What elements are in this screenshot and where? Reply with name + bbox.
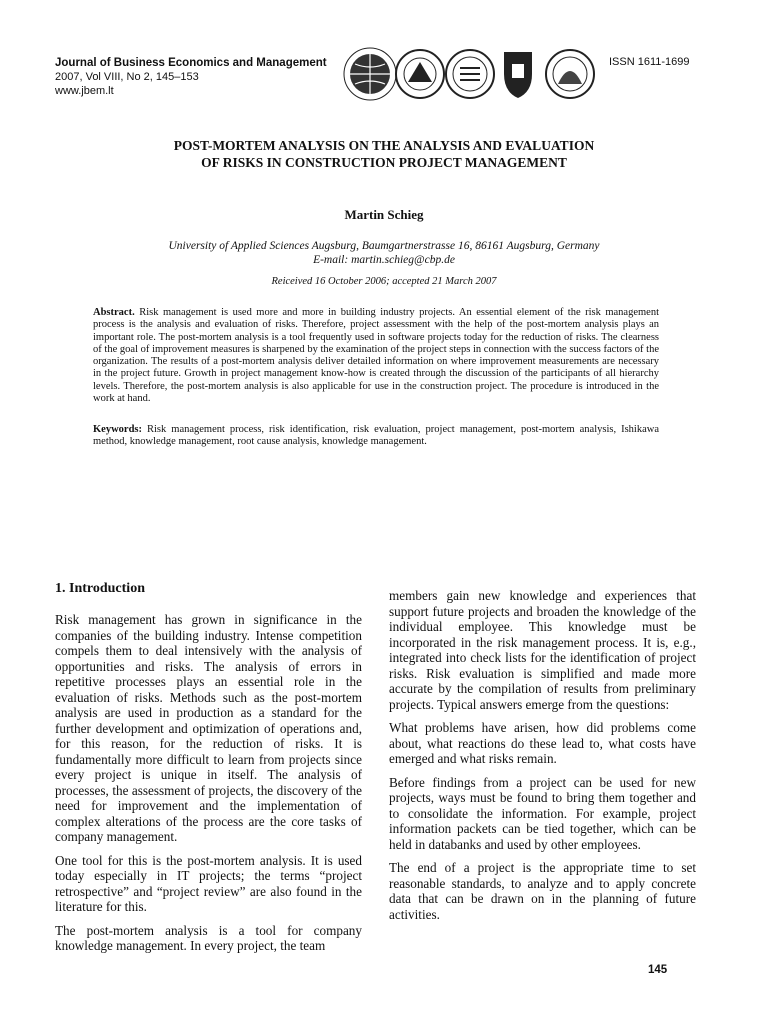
abstract-text: Risk management is used more and more in building industry projects. An essential element of the risk management process is the analysis and evaluation of risks. Therefore, project assessment with the help of the post-mortem analysis plays an important role. The post-mortem analysis is a tool frequently used in software projects today for the reduction of risks. The clearness of the goal of improvement measures is sharpened by the examination of the project steps in connection with the success factors of the organization. The results of a post-mortem analysis deliver detailed information on where improvement measurements are necessary in the project future. Growth in project management know-how is created through the discussion of the participants of all hierarchy levels. Therefore, the post-mortem analysis is also applicable for use in the construction project. The procedure is introduced in the work at hand. [93, 307, 659, 405]
right-column [389, 588, 696, 930]
journal-header [55, 56, 327, 98]
seal-logo-1-icon [396, 50, 444, 98]
page-number: 145 [648, 964, 668, 976]
abstract-label: Abstract. [93, 307, 135, 318]
abstract [93, 307, 659, 405]
paragraph: members gain new knowledge and experiences that support future projects and broaden the knowledge of the individual employee. This knowledge must be incorporated in the risk management process. It is, e.g., integrated into check lists for the identification of project risks. Risk evaluation is simplified and made more accurate by the compilation of results from preliminary projects. Typical answers emerge from the questions: [389, 588, 696, 712]
paragraph: Before findings from a project can be used for new projects, ways must be found to bring them together and to consolidate the information. For example, project information packets can be tied together, which can be held in databanks and used by other employees. [389, 774, 696, 852]
globe-logo-icon [344, 48, 396, 100]
shield-logo-icon [504, 52, 532, 98]
author-email[interactable]: E-mail: martin.schieg@cbp.de [313, 254, 455, 266]
title-line-2: OF RISKS IN CONSTRUCTION PROJECT MANAGEMENT [201, 155, 567, 170]
paragraph: The end of a project is the appropriate time to set reasonable standards, to analyze and to apply concrete data that can be drawn on in the planning of future activities. [389, 860, 696, 922]
journal-website[interactable]: www.jbem.lt [55, 85, 114, 97]
keywords-label: Keywords: [93, 424, 142, 435]
paragraph: The post-mortem analysis is a tool for company knowledge management. In every project, the team [55, 922, 362, 953]
left-column [55, 612, 362, 962]
paragraph: What problems have arisen, how did problems come about, what reactions do these lead to, what costs have emerged and what risks remain. [389, 720, 696, 766]
volume-info: 2007, Vol VIII, No 2, 145–153 [55, 71, 199, 83]
author-name: Martin Schieg [344, 207, 424, 222]
section-heading: 1. Introduction [55, 581, 145, 596]
paragraph: One tool for this is the post-mortem analysis. It is used today especially in IT projects; the terms “project retrospective” and “project review” are also found in the literature for this. [55, 852, 362, 914]
article-title [0, 137, 768, 171]
keywords [93, 424, 659, 449]
paragraph: Risk management has grown in significance in the companies of the building industry. Intense competition compels them to deal intensively with the analysis of opportunities and risks. The analysis of errors in repetitive processes plays an essential role in the evaluation of risks. Methods such as the post-mortem analysis are used in production as a standard for the further development and optimization of operations and, for this reason, for the reduction of risks. It is fundamentally more difficult to learn from projects since every project is unique in itself. The analysis of processes, the assessment of projects, the discovery of the need for improvement and the implementation of complex alterations of the process are the core tasks of company management. [55, 612, 362, 844]
university-logos [336, 44, 604, 104]
seal-logo-3-icon [546, 50, 594, 98]
keywords-text: Risk management process, risk identification, risk evaluation, project management, post-mortem analysis, Ishikawa method, knowledge management, root cause analysis, knowledge management. [93, 424, 660, 448]
journal-name: Journal of Business Economics and Management [55, 57, 327, 69]
affiliation-address: University of Applied Sciences Augsburg, Baumgartnerstrasse 16, 86161 Augsburg, Germany [168, 240, 600, 252]
title-line-1: POST-MORTEM ANALYSIS ON THE ANALYSIS AND EVALUATION [173, 138, 595, 153]
affiliation [0, 239, 768, 267]
seal-logo-2-icon [446, 50, 494, 98]
issn: ISSN 1611-1699 [609, 56, 690, 68]
received-dates: Reiceived 16 October 2006; accepted 21 March 2007 [271, 276, 497, 287]
